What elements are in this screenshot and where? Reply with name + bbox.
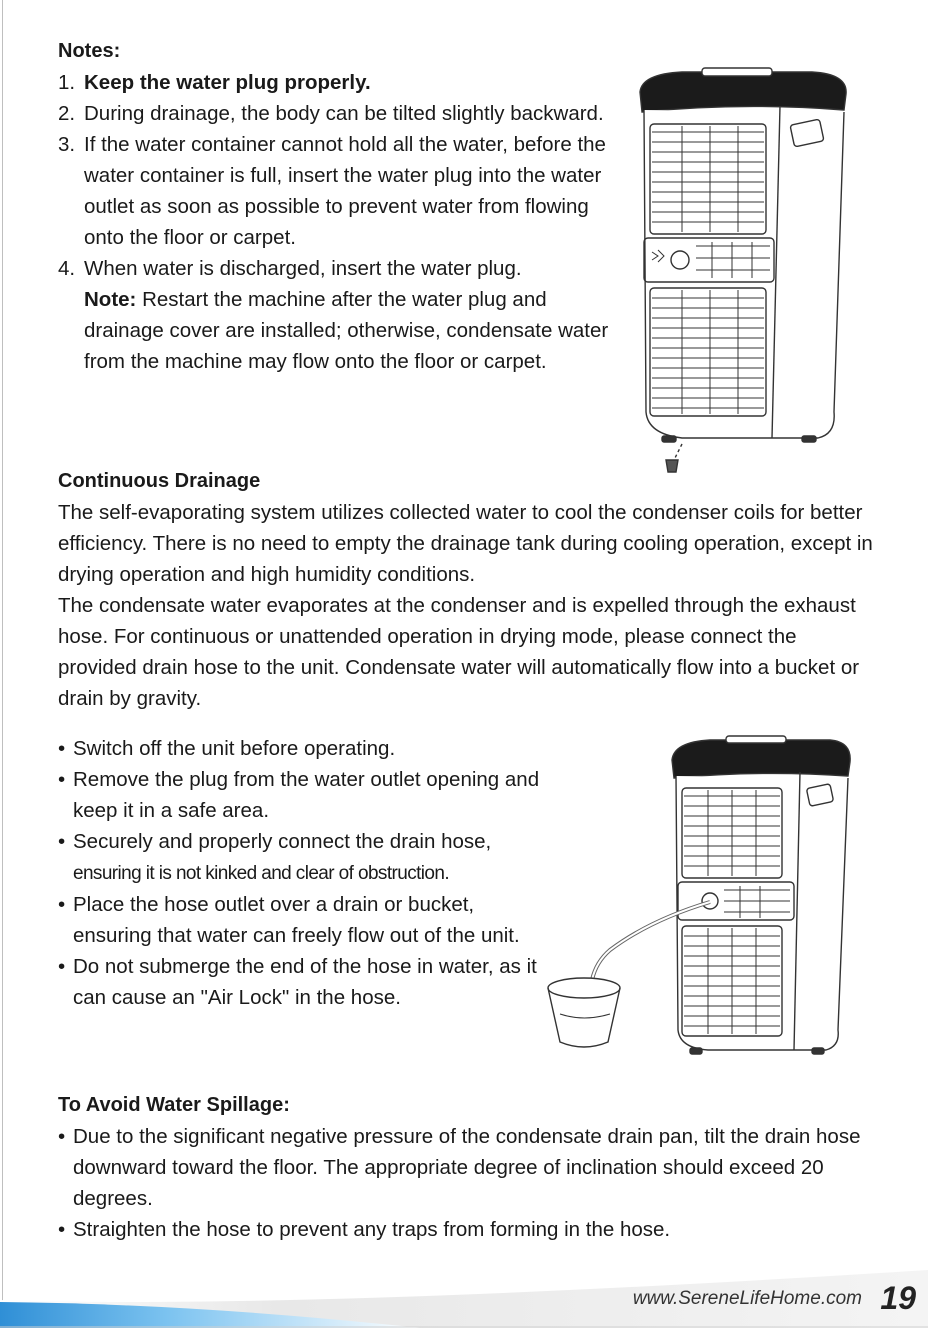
continuous-drainage-paragraph-2: The condensate water evaporates at the condenser and is expelled through the exhaust hose. For continuous or unattended operation in drying mode, please connect the provided drain hose to the unit. Condensate water will automatically flow into a bucket or drain by gravity. [58,594,860,710]
unit-with-drain-hose-illustration [540,730,860,1060]
note-text: During drainage, the body can be tilted slightly backward. [84,102,604,125]
note-sub-text: Restart the machine after the water plug and drainage cover are installed; otherwise, condensate water from the machine may flow onto the floor or carpet. [84,288,609,373]
note-item-1 [58,67,618,98]
list-item: • Do not submerge the end of the hose in water, as it can cause an "Air Lock" in the hose. [58,951,558,1013]
page-edge-line [2,0,3,1328]
list-item-text-continued: ensuring it is not kinked and clear of obstruction. [73,863,450,884]
continuous-drainage-section [58,466,873,714]
continuous-drainage-paragraph-1: The self-evaporating system utilizes collected water to cool the condenser coils for better efficiency. There is no need to empty the drainage tank during cooling operation, except in drying operation and high humidity conditions. [58,501,873,586]
note-item-3 [58,129,618,253]
list-item: • Switch off the unit before operating. [58,733,558,764]
notes-section [58,36,618,377]
note-number: 3. [58,133,76,156]
note-number: 2. [58,102,76,125]
unit-with-water-plug-illustration [622,62,862,477]
note-text: Keep the water plug properly. [84,71,371,94]
avoid-spillage-list [58,1121,868,1245]
note-number: 1. [58,71,76,94]
list-item: • Straighten the hose to prevent any traps from forming in the hose. [58,1214,868,1245]
drain-hose-steps-section [58,733,558,1013]
list-item-text: Securely and properly connect the drain hose, [73,830,492,853]
avoid-spillage-section [58,1090,868,1245]
note-item-2 [58,98,618,129]
drain-hose-steps-list [58,733,558,1013]
note-sub-label: Note: [84,288,137,311]
note-text: If the water container cannot hold all the water, before the water container is full, insert the water plug into the water outlet as soon as possible to prevent water from flowing onto the floor or carpet. [84,133,606,249]
list-item: • Remove the plug from the water outlet opening and keep it in a safe area. [58,764,558,826]
list-item: • Place the hose outlet over a drain or bucket, ensuring that water can freely flow out of the unit. [58,889,558,951]
note-text: When water is discharged, insert the water plug. [84,257,522,280]
footer-website-url: www.SereneLifeHome.com [632,1288,862,1309]
notes-list [58,67,618,377]
continuous-drainage-heading: Continuous Drainage [58,470,261,492]
avoid-spillage-heading: To Avoid Water Spillage: [58,1094,290,1116]
note-item-4 [58,253,618,377]
list-item [58,826,558,889]
page-number: 19 [880,1280,916,1316]
list-item: • Due to the significant negative pressure of the condensate drain pan, tilt the drain hose downward toward the floor. The appropriate degree of inclination should exceed 20 degrees. [58,1121,868,1214]
note-number: 4. [58,257,76,280]
notes-heading: Notes: [58,40,121,62]
